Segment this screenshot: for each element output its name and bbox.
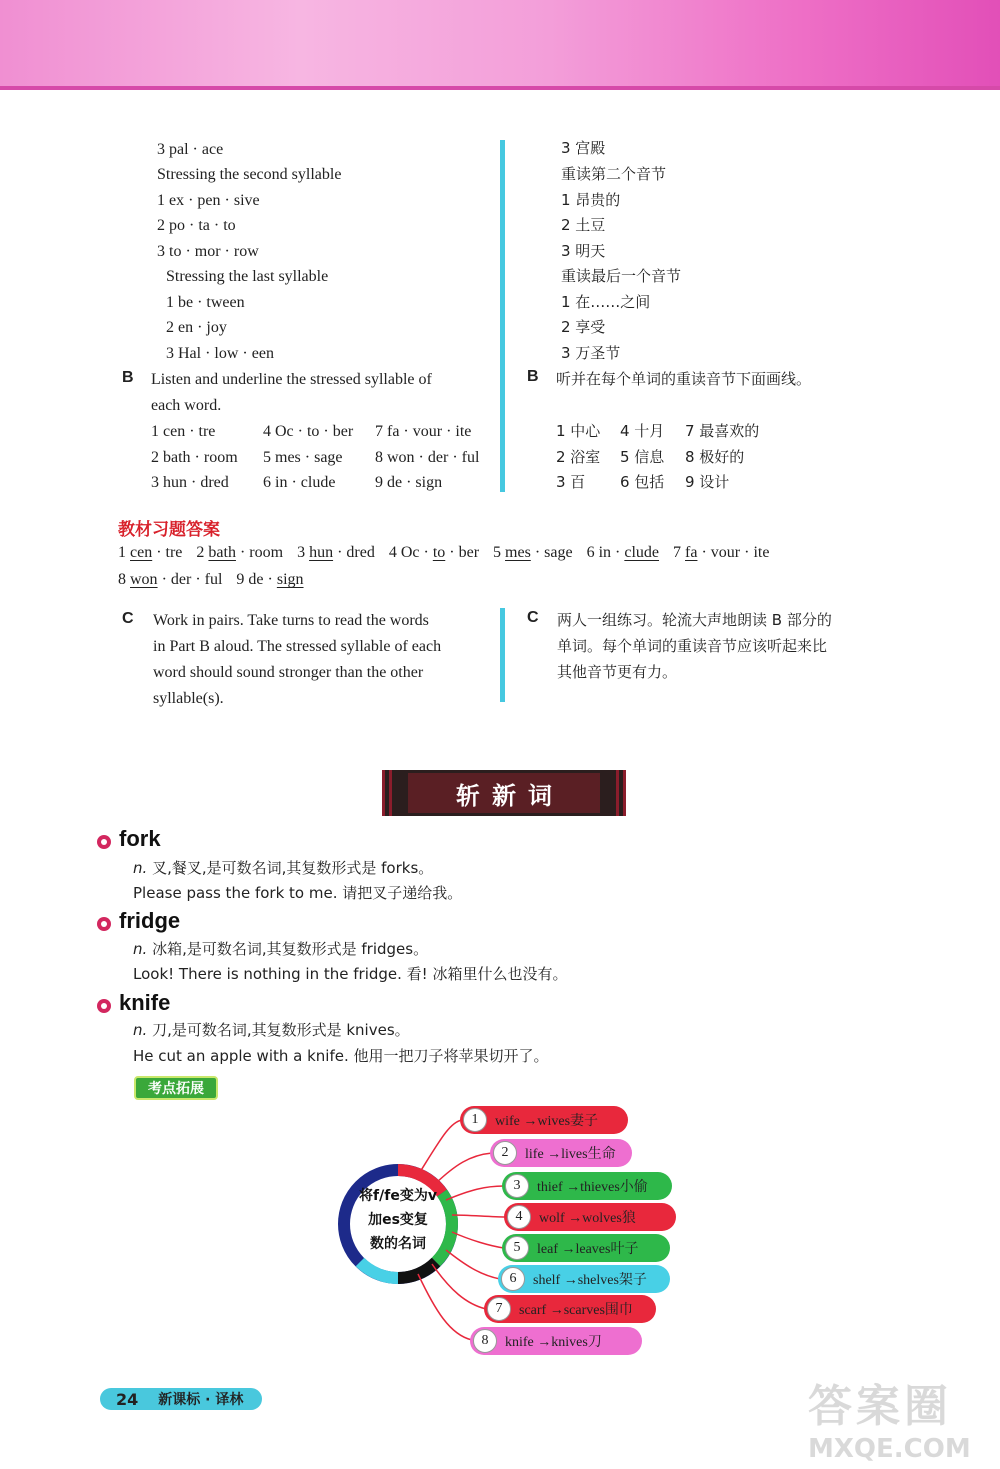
mindmap-item (504, 1203, 676, 1231)
b-word: 1 cen · tre (151, 423, 216, 440)
vocab-pos: n. (133, 859, 148, 877)
b-word-zh: 3 百 (556, 473, 586, 491)
part-b-label-zh: B (527, 368, 539, 385)
part-c-line-zh: 两人一组练习。轮流大声地朗读 B 部分的 (557, 611, 832, 629)
mindmap-item (498, 1265, 670, 1293)
mindmap-item-text: knife →knives刀 (505, 1335, 602, 1350)
left-line: 2 en · joy (166, 319, 227, 336)
mindmap-item (502, 1234, 670, 1262)
connector-line (452, 1232, 504, 1248)
vocab-def-text: 冰箱,是可数名词,其复数形式是 fridges。 (152, 940, 429, 958)
exam-point-tag: 考点拓展 (134, 1076, 218, 1100)
mindmap-item (502, 1172, 672, 1200)
answers-row (118, 569, 318, 591)
mindmap-item (460, 1106, 628, 1134)
vocab-def-text: 刀,是可数名词,其复数形式是 knives。 (152, 1021, 410, 1039)
mindmap-item (490, 1139, 632, 1167)
b-word-zh: 5 信息 (620, 448, 665, 466)
stressed-syllable: to (432, 544, 446, 561)
part-b-instruction-zh: 听并在每个单词的重读音节下面画线。 (556, 370, 812, 388)
stressed-syllable: bath (208, 544, 236, 561)
vocab-def-text: 叉,餐叉,是可数名词,其复数形式是 forks。 (152, 859, 434, 877)
b-word: 5 mes · sage (263, 449, 343, 466)
mindmap-item (484, 1295, 656, 1323)
left-line: 1 be · tween (166, 294, 245, 311)
ring-segment (360, 1262, 398, 1278)
left-line: 2 po · ta · to (157, 217, 236, 234)
vocab-example: He cut an apple with a knife. 他用一把刀子将苹果切开了。 (133, 1047, 549, 1065)
section-title: 斩新词 (408, 773, 600, 813)
top-banner (0, 0, 1000, 90)
right-line: 重读第二个音节 (561, 165, 667, 183)
part-c-label-zh: C (527, 609, 539, 626)
part-c-label: C (122, 610, 134, 627)
connector-line (435, 1153, 492, 1184)
right-line: 重读最后一个音节 (561, 267, 682, 285)
right-line: 1 昂贵的 (561, 191, 621, 209)
right-line: 2 享受 (561, 318, 606, 336)
part-c-line: Work in pairs. Take turns to read the words (153, 612, 429, 629)
connector-line (452, 1215, 506, 1217)
answer-word: 5 mes · sage (493, 544, 573, 561)
right-line: 2 土豆 (561, 216, 606, 234)
stressed-syllable: fa (685, 544, 698, 561)
ring-segment (442, 1193, 452, 1224)
mindmap-item-number: 7 (487, 1297, 511, 1321)
left-line: Stressing the second syllable (157, 166, 342, 183)
answer-word: 8 won · der · ful (118, 571, 223, 588)
part-c-line: word should sound stronger than the other (153, 664, 424, 681)
section-banner (382, 770, 626, 816)
b-word: 9 de · sign (375, 474, 443, 491)
part-c-line-zh: 单词。每个单词的重读音节应该听起来比 (557, 637, 828, 655)
bullet-icon (97, 917, 111, 931)
connector-line (432, 1264, 486, 1309)
vocab-word: fork (119, 826, 161, 851)
part-b-instruction: Listen and underline the stressed syllable of (151, 371, 432, 388)
mindmap-item (470, 1327, 642, 1355)
mindmap-item-text: wife →wives妻子 (495, 1114, 599, 1129)
mindmap-item-text: thief →thieves小偷 (537, 1180, 648, 1195)
answer-word: 2 bath · room (196, 544, 284, 561)
vocab-pos: n. (133, 1021, 148, 1039)
b-word: 8 won · der · ful (375, 449, 480, 466)
vocab-word: knife (119, 990, 171, 1015)
mindmap-item-number: 8 (473, 1329, 497, 1353)
mindmap-item-text: life →lives生命 (525, 1147, 616, 1162)
mindmap-item-number: 5 (505, 1236, 529, 1260)
vocab-example: Please pass the fork to me. 请把叉子递给我。 (133, 884, 463, 902)
b-word-zh: 9 设计 (685, 473, 730, 491)
left-line: Stressing the last syllable (166, 268, 329, 285)
right-line: 3 万圣节 (561, 344, 621, 362)
stressed-syllable: cen (130, 544, 153, 561)
connector-line (446, 1186, 504, 1200)
connector-line (446, 1250, 500, 1279)
column-divider (500, 140, 505, 492)
answers-row (118, 542, 783, 564)
right-line: 1 在……之间 (561, 293, 651, 311)
vocab-definition (133, 938, 428, 960)
b-word: 2 bath · room (151, 449, 238, 466)
stressed-syllable: hun (309, 544, 334, 561)
mindmap-item-text: leaf →leaves叶子 (537, 1242, 639, 1257)
answer-word: 1 cen · tre (118, 544, 183, 561)
column-divider (500, 608, 505, 702)
b-word-zh: 6 包括 (620, 473, 665, 491)
mindmap-item-number: 3 (505, 1174, 529, 1198)
series-name: 新课标 · 译林 (158, 1392, 244, 1408)
answers-title: 教材习题答案 (118, 520, 220, 540)
answer-word: 4 Oc · to · ber (388, 544, 480, 561)
bullet-icon (97, 999, 111, 1013)
b-word: 6 in · clude (263, 474, 336, 491)
b-word-zh: 7 最喜欢的 (685, 422, 760, 440)
mindmap-center-line: 将f/fe变为v (359, 1188, 437, 1204)
stressed-syllable: sign (276, 571, 304, 588)
answer-word: 9 de · sign (236, 571, 304, 588)
ring-segment (398, 1262, 436, 1278)
mindmap-item-text: wolf →wolves狼 (539, 1211, 636, 1226)
connector-line (420, 1120, 462, 1172)
left-line: 3 pal · ace (157, 141, 224, 158)
vocab-example: Look! There is nothing in the fridge. 看! 冰箱里什么也没有。 (133, 965, 568, 983)
left-line: 3 Hal · low · een (166, 345, 274, 362)
right-line: 3 明天 (561, 242, 606, 260)
mindmap-item-number: 2 (493, 1141, 517, 1165)
part-c-line: in Part B aloud. The stressed syllable of each (153, 638, 442, 655)
b-word: 3 hun · dred (151, 474, 229, 491)
bullet-icon (97, 835, 111, 849)
vocab-word: fridge (119, 908, 181, 933)
b-word: 4 Oc · to · ber (263, 423, 354, 440)
b-word-zh: 8 极好的 (685, 448, 745, 466)
right-line: 3 宫殿 (561, 139, 606, 157)
answer-word: 3 hun · dred (297, 544, 375, 561)
mindmap-item-number: 1 (463, 1108, 487, 1132)
mindmap-center (356, 1184, 440, 1256)
vocab-pos: n. (133, 940, 148, 958)
b-word-zh: 4 十月 (620, 422, 665, 440)
mindmap-center-line: 数的名词 (370, 1236, 426, 1252)
stressed-syllable: mes (505, 544, 531, 561)
answer-word: 7 fa · vour · ite (673, 544, 770, 561)
left-line: 1 ex · pen · sive (157, 192, 260, 209)
stressed-syllable: won (130, 571, 158, 588)
mindmap-item-text: scarf →scarves围巾 (519, 1303, 633, 1318)
part-c-line-zh: 其他音节更有力。 (557, 663, 678, 681)
part-c-line: syllable(s). (153, 690, 224, 707)
left-line: 3 to · mor · row (157, 243, 259, 260)
page-number: 24 (116, 1389, 139, 1409)
stressed-syllable: clude (624, 544, 660, 561)
vocab-definition (133, 857, 433, 879)
watermark (808, 1370, 988, 1464)
b-word-zh: 1 中心 (556, 422, 601, 440)
vocab-definition (133, 1019, 410, 1041)
answer-word: 6 in · clude (586, 544, 660, 561)
page-footer (100, 1388, 262, 1410)
b-word-zh: 2 浴室 (556, 448, 601, 466)
b-word: 7 fa · vour · ite (375, 423, 472, 440)
part-b-instruction: each word. (151, 397, 222, 414)
mindmap-item-number: 4 (507, 1205, 531, 1229)
watermark-url: MXQE.COM (808, 1434, 971, 1464)
mindmap-center-line: 加es变复 (368, 1212, 428, 1228)
connector-line (418, 1274, 472, 1340)
mindmap-item-text: shelf →shelves架子 (533, 1273, 647, 1288)
mindmap-item-number: 6 (501, 1267, 525, 1291)
watermark-text: 答案圈 (808, 1381, 952, 1432)
part-b-label: B (122, 369, 134, 386)
